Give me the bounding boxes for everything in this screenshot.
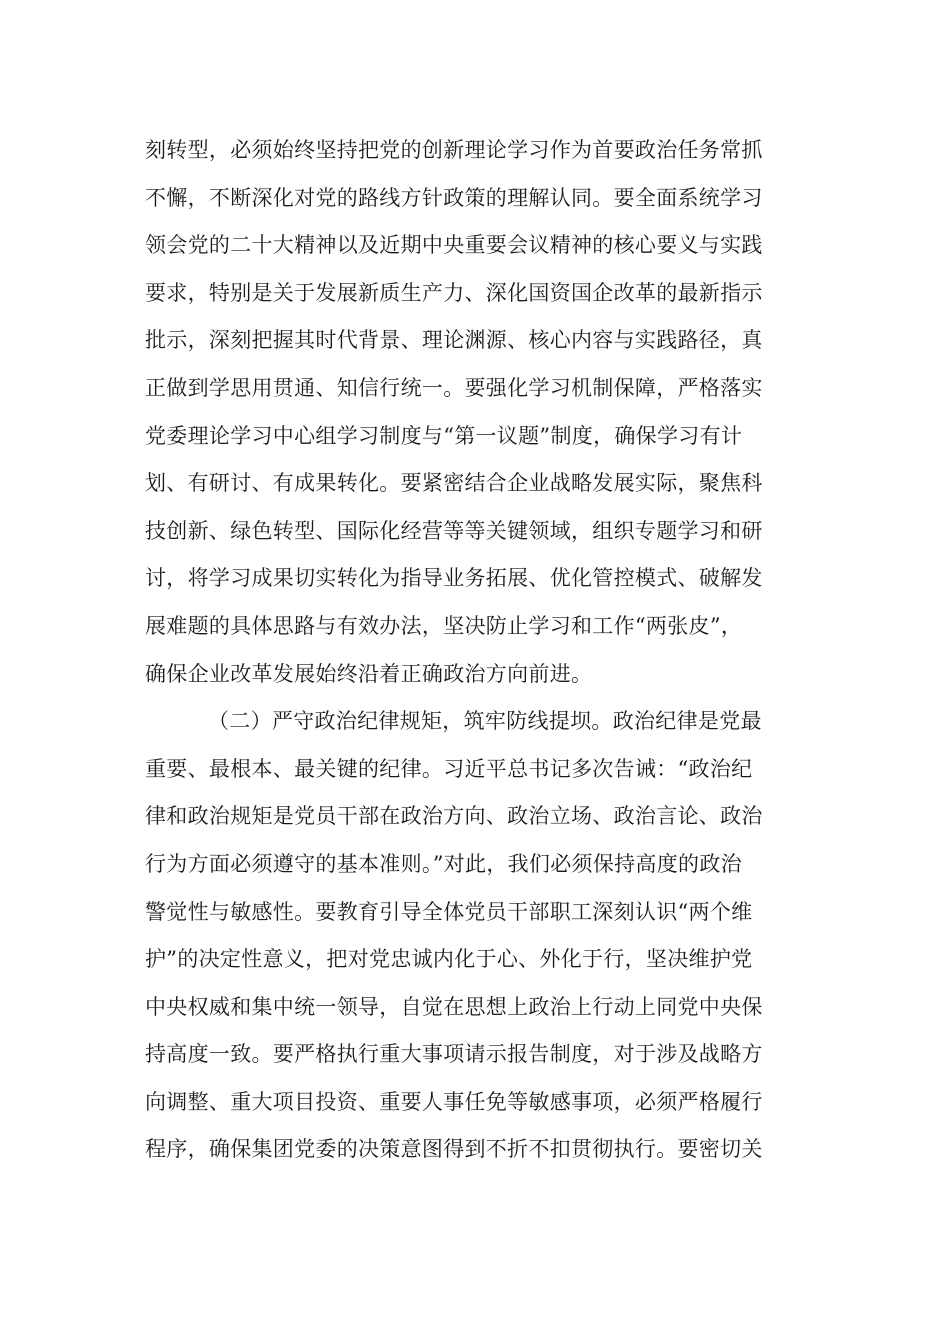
text-line: 重要、最根本、最关键的纪律。习近平总书记多次告诫：“政治纪 [145, 756, 753, 781]
text-line: 护”的决定性意义，把对党忠诚内化于心、外化于行，坚决维护党 [145, 947, 753, 972]
text-line: 行为方面必须遵守的基本准则。”对此，我们必须保持高度的政治 [145, 851, 742, 876]
text-line: 批示，深刻把握其时代背景、理论渊源、核心内容与实践路径，真 [145, 328, 763, 353]
text-line: 警觉性与敏感性。要教育引导全体党员干部职工深刻认识“两个维 [145, 899, 753, 924]
text-line: 正做到学思用贯通、知信行统一。要强化学习机制保障，严格落实 [145, 375, 763, 400]
text-line: 展难题的具体思路与有效办法，坚决防止学习和工作“两张皮”， [145, 613, 743, 638]
text-line: 领会党的二十大精神以及近期中央重要会议精神的核心要义与实践 [145, 233, 763, 258]
text-line: 不懈，不断深化对党的路线方针政策的理解认同。要全面系统学习 [145, 185, 763, 210]
text-line: 划、有研讨、有成果转化。要紧密结合企业战略发展实际，聚焦科 [145, 471, 763, 496]
text-line: 中央权威和集中统一领导，自觉在思想上政治上行动上同党中央保 [145, 994, 763, 1019]
text-line: 向调整、重大项目投资、重要人事任免等敏感事项，必须严格履行 [145, 1089, 763, 1114]
text-line: 要求，特别是关于发展新质生产力、深化国资国企改革的最新指示 [145, 280, 763, 305]
section-heading-line: （二）严守政治纪律规矩，筑牢防线提坝。政治纪律是党最 [208, 709, 762, 734]
text-line: 持高度一致。要严格执行重大事项请示报告制度，对于涉及战略方 [145, 1042, 763, 1067]
body-text [145, 127, 815, 1174]
text-line: 律和政治规矩是党员干部在政治方向、政治立场、政治言论、政治 [145, 804, 763, 829]
text-line: 讨，将学习成果切实转化为指导业务拓展、优化管控模式、破解发 [145, 566, 763, 591]
paragraph-end-line: 确保企业改革发展始终沿着正确政治方向前进。 [145, 661, 593, 686]
text-line: 技创新、绿色转型、国际化经营等等关键领域，组织专题学习和研 [145, 518, 763, 543]
text-line: 党委理论学习中心组学习制度与“第一议题”制度，确保学习有计 [145, 423, 743, 448]
text-line: 程序，确保集团党委的决策意图得到不折不扣贯彻执行。要密切关 [145, 1137, 763, 1162]
text-line: 刻转型，必须始终坚持把党的创新理论学习作为首要政治任务常抓 [145, 138, 763, 162]
